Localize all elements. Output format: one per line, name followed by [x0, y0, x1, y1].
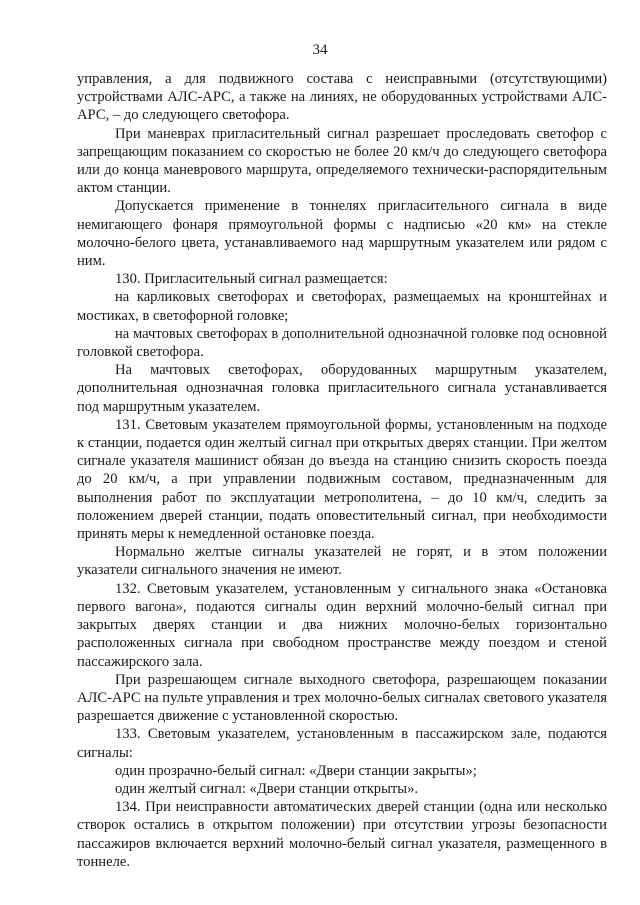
- paragraph-maneuver-signal: При маневрах пригласительный сигнал разрешает проследовать светофор с запрещающим показанием со скоростью не более 20 км/ч до следующего светофора или до конца маневрового маршрута, определяемого технически-распорядительным актом станции.: [77, 125, 607, 197]
- document-body: [77, 70, 607, 871]
- paragraph-clause-130-item-2: на мачтовых светофорах в дополнительной однозначной головке под основной головкой светофора.: [77, 325, 607, 361]
- paragraph-clause-133-item-1: один прозрачно-белый сигнал: «Двери станции закрыты»;: [115, 762, 477, 779]
- paragraph-mast-signals: На мачтовых светофорах, оборудованных маршрутным указателем, дополнительная однозначная головка пригласительного сигнала устанавливается под маршрутным указателем.: [77, 362, 607, 415]
- paragraph-clause-133: 133. Световым указателем, установленным в пассажирском зале, подаются сигналы:: [77, 726, 607, 761]
- paragraph-clause-134: 134. При неисправности автоматических дверей станции (одна или несколько створок остались в открытом положении) при отсутствии угрозы безопасности пассажиров включается верхний молочно-белый сигнал указателя, размещенного в тоннеле.: [77, 799, 607, 870]
- paragraph-exit-signal: При разрешающем сигнале выходного светофора, разрешающем показании АЛС-АРС на пульте управления и трех молочно-белых сигналах светового указателя разрешается движение с установленной скоростью.: [77, 671, 607, 725]
- paragraph-yellow-signals: Нормально желтые сигналы указателей не горят, и в этом положении указатели сигнального значения не имеют.: [77, 544, 607, 579]
- paragraph-tunnel-lamp: Допускается применение в тоннелях пригласительного сигнала в виде немигающего фонаря прямоугольной формы с надписью «20 км» на стекле молочно-белого цвета, устанавливаемого над маршрутным указателем или рядом с ним.: [77, 198, 607, 270]
- paragraph-continuation: управления, а для подвижного состава с неисправными (отсутствующими) устройствами АЛС-АРС, а также на линиях, не оборудованных устройствами АЛС-АРС, – до следующего светофора.: [77, 71, 607, 124]
- paragraph-clause-130: 130. Пригласительный сигнал размещается:: [115, 271, 388, 288]
- paragraph-clause-130-item-1: на карликовых светофорах и светофорах, размещаемых на кронштейнах и мостиках, в светофорной головке;: [77, 289, 607, 324]
- page-number: 34: [312, 42, 328, 58]
- paragraph-clause-132: 132. Световым указателем, установленным у сигнального знака «Остановка первого вагона», подаются сигналы один верхний молочно-белый сигнал при закрытых дверях станции и два нижних молочно-белых горизонтально расположенных сигнала при свободном пространстве между поездом и стеной пассажирского зала.: [77, 580, 607, 670]
- paragraph-clause-133-item-2: один желтый сигнал: «Двери станции открыты».: [115, 780, 419, 797]
- paragraph-clause-131: 131. Световым указателем прямоугольной формы, установленным на подходе к станции, подается один желтый сигнал при открытых дверях станции. При желтом сигнале указателя машинист обязан до въезда на станцию снизить скорость поезда до 20 км/ч, а при управлении подвижным составом, предназначенным для выполнения работ по эксплуатации метрополитена, – до 10 км/ч, следить за положением дверей станции, подать оповестительный сигнал, при необходимости принять меры к немедленной остановке поезда.: [77, 416, 607, 543]
